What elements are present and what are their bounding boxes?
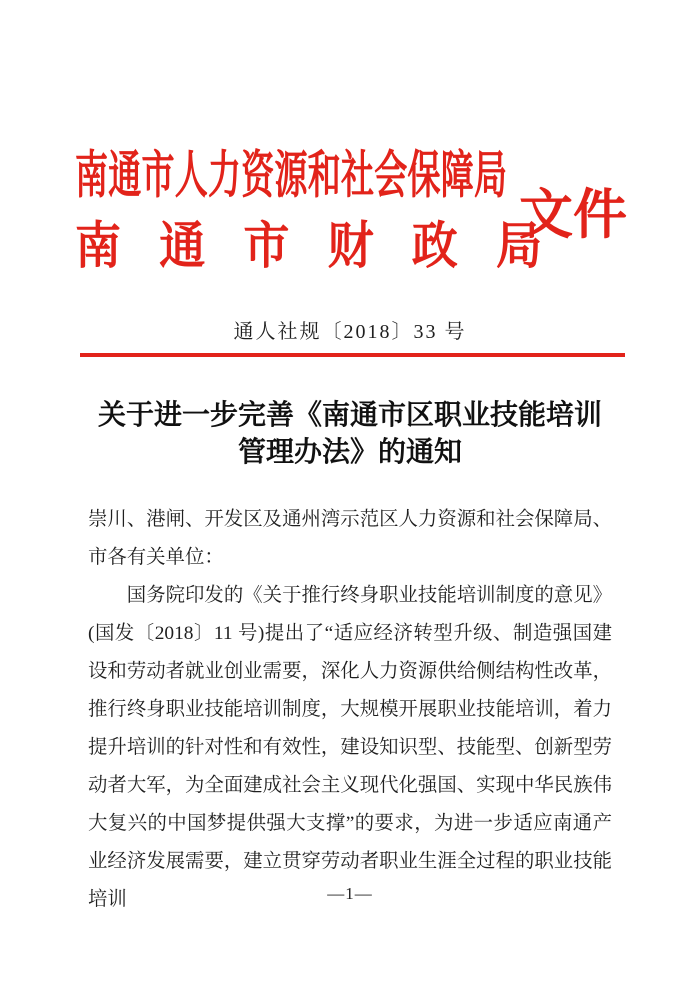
letterhead-char: 市 xyxy=(141,148,175,205)
letterhead-char: 财 xyxy=(327,217,374,274)
letterhead-char: 南 xyxy=(75,217,121,274)
document-title-line1: 关于进一步完善《南通市区职业技能培训 xyxy=(97,400,602,431)
letterhead-char: 南 xyxy=(75,148,108,205)
letterhead-char: 障 xyxy=(440,148,474,205)
letterhead-agency-line1 xyxy=(75,148,507,205)
page-number: —1— xyxy=(327,884,373,903)
letterhead-char: 会 xyxy=(374,148,408,205)
document-title xyxy=(0,397,700,471)
letterhead-doc-type-label: 文件 xyxy=(519,185,627,245)
letterhead-char: 市 xyxy=(243,217,290,274)
letterhead-char: 源 xyxy=(274,148,308,205)
letterhead-char: 通 xyxy=(108,148,142,205)
document-body xyxy=(88,501,612,919)
red-divider-line xyxy=(80,353,625,357)
letterhead-char: 局 xyxy=(474,148,507,205)
document-number: 通人社规〔2018〕33 号 xyxy=(233,321,467,343)
letterhead-char: 资 xyxy=(241,148,275,205)
letterhead-char: 局 xyxy=(495,217,542,274)
letterhead-char: 保 xyxy=(407,148,441,205)
letterhead-char: 力 xyxy=(208,148,241,205)
salutation: 崇川、港闸、开发区及通州湾示范区人力资源和社会保障局、市各有关单位： xyxy=(88,509,612,568)
letterhead-agency-line2 xyxy=(75,217,542,274)
letterhead-char: 通 xyxy=(159,217,206,274)
letterhead-char: 人 xyxy=(174,148,208,205)
letterhead-char: 社 xyxy=(341,148,374,205)
document-title-line2: 管理办法》的通知 xyxy=(237,437,462,468)
letterhead-char: 政 xyxy=(411,217,458,274)
letterhead-char: 和 xyxy=(307,148,341,205)
body-paragraph: 国务院印发的《关于推行终身职业技能培训制度的意见》(国发〔2018〕11 号)提出了“适应经济转型升级、制造强国建设和劳动者就业创业需要，深化人力资源供给侧结构性改革，推行终身职业技能培训制度，大规模开展职业技能培训，着力提升培训的针对性和有效性，建设知识型、技能型、创新型劳动者大军，为全面建成社会主义现代化强国、实现中华民族伟大复兴的中国梦提供强大支撑”的要求，为进一步适应南通产业经济发展需要，建立贯穿劳动者职业生涯全过程的职业技能培训 xyxy=(88,585,612,910)
